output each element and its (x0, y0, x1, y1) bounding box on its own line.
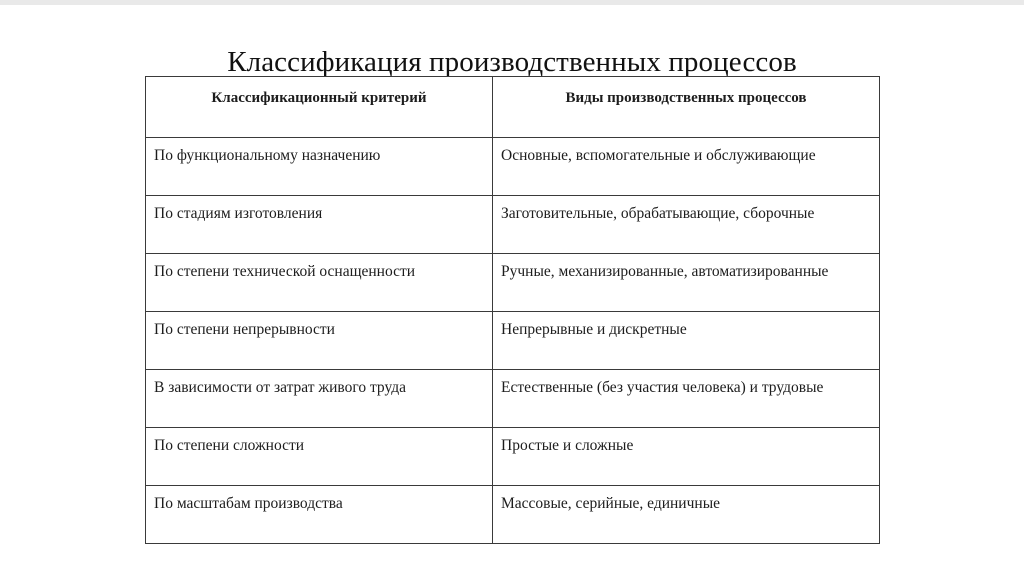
process-types-cell: Основные, вспомогательные и обслуживающие (493, 138, 880, 196)
table-row (146, 428, 880, 486)
classification-table (145, 76, 880, 544)
process-types-cell: Заготовительные, обрабатывающие, сборочные (493, 196, 880, 254)
process-types-cell: Простые и сложные (493, 428, 880, 486)
process-types-cell: Естественные (без участия человека) и трудовые (493, 370, 880, 428)
criterion-cell: По функциональному назначению (146, 138, 493, 196)
table-row (146, 312, 880, 370)
process-types-cell: Ручные, механизированные, автоматизированные (493, 254, 880, 312)
top-rule (0, 0, 1024, 5)
slide-title: Классификация производственных процессов (227, 46, 797, 78)
process-types-cell: Массовые, серийные, единичные (493, 486, 880, 544)
table-row (146, 138, 880, 196)
header-criterion: Классификационный критерий (146, 77, 493, 138)
table-row (146, 486, 880, 544)
criterion-cell: По стадиям изготовления (146, 196, 493, 254)
criterion-cell: По степени технической оснащенности (146, 254, 493, 312)
table-row (146, 370, 880, 428)
table-header-row (146, 77, 880, 138)
process-types-cell: Непрерывные и дискретные (493, 312, 880, 370)
criterion-cell: По степени непрерывности (146, 312, 493, 370)
criterion-cell: По степени сложности (146, 428, 493, 486)
table-row (146, 196, 880, 254)
table-row (146, 254, 880, 312)
criterion-cell: В зависимости от затрат живого труда (146, 370, 493, 428)
header-process-types: Виды производственных процессов (493, 77, 880, 138)
criterion-cell: По масштабам производства (146, 486, 493, 544)
